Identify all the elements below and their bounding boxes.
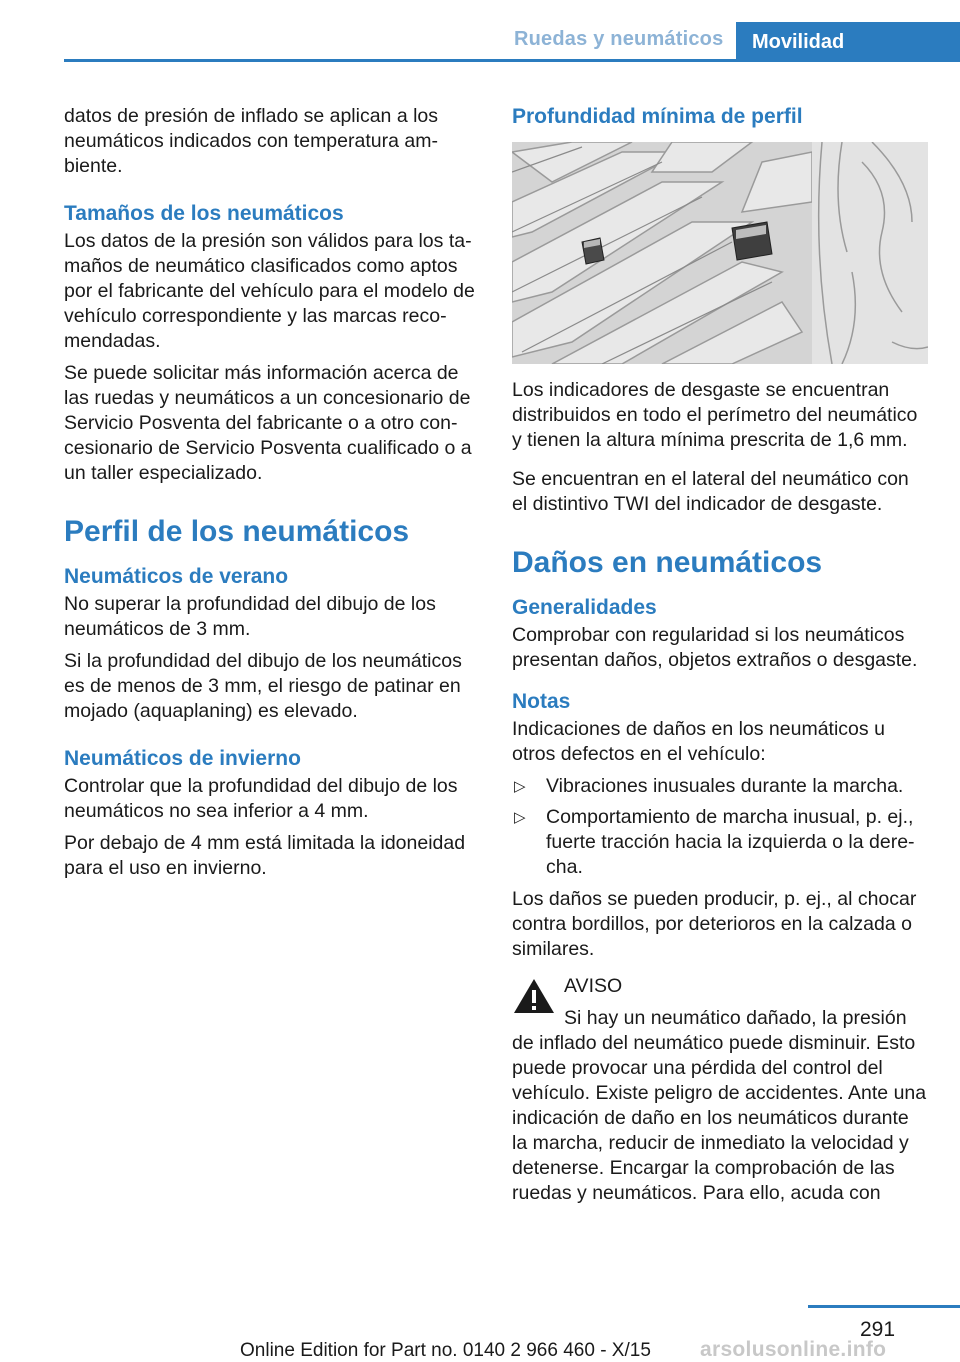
general-paragraph: Comprobar con regularidad si los neumáticos presentan daños, objetos extraños o desgaste. bbox=[512, 624, 918, 671]
bullet-triangle-icon: ▷ bbox=[514, 778, 526, 795]
notes-paragraph-2: Los daños se pueden producir, p. ej., al chocar contra bordillos, por deterioros en la calzada o similares. bbox=[512, 888, 917, 960]
tire-profile-heading: Perfil de los neumáticos bbox=[64, 515, 410, 548]
min-depth-paragraph-1: Los indicadores de desgaste se encuentran distribuidos en todo el perímetro del neumático y tienen la altura mínima prescrita de 1,6 mm. bbox=[512, 379, 918, 451]
winter-tires-paragraph-1: Controlar que la profundidad del dibujo de los neumáticos no sea inferior a 4 mm. bbox=[64, 775, 458, 822]
min-depth-paragraph-2: Se encuentran en el lateral del neumático con el distintivo TWI del indicador de desgaste. bbox=[512, 468, 909, 515]
notes-heading: Notas bbox=[512, 690, 571, 713]
winter-tires-heading: Neumáticos de invierno bbox=[64, 747, 301, 770]
right-column bbox=[512, 104, 928, 1213]
left-column bbox=[64, 104, 480, 888]
watermark: arsolusonline.info bbox=[700, 1338, 887, 1361]
winter-tires-paragraph-2: Por debajo de 4 mm está limitada la idoneidad para el uso en invierno. bbox=[64, 832, 466, 879]
general-heading: Generalidades bbox=[512, 596, 657, 619]
list-item-text: Comportamiento de marcha inusual, p. ej., fuerte tracción hacia la izquierda o la derecha. bbox=[546, 806, 915, 878]
notice-body: Si hay un neumático dañado, la presión de inflado del neumático puede disminuir. Esto puede provocar una pérdida del control del vehículo. Existe peligro de accidentes. Ante una indicación de daño en los neumáticos durante la marcha, reducir de inmediato la velocidad y detenerse. Encargar la comprobación de las ruedas y neumáticos. Para ello, acuda con bbox=[512, 1007, 927, 1204]
header-chapter-tab[interactable]: Movilidad bbox=[736, 22, 960, 62]
page-header bbox=[0, 0, 960, 62]
tire-sizes-paragraph-1: Los datos de la presión son válidos para los tamaños de neumático clasificados como aptos por el fabricante del vehículo para el modelo de vehículo correspondiente y las marcas recomendadas. bbox=[64, 230, 475, 352]
bullet-triangle-icon: ▷ bbox=[514, 809, 526, 826]
notice-title: AVISO bbox=[564, 975, 623, 997]
summer-tires-paragraph-2: Si la profundidad del dibujo de los neumáticos es de menos de 3 mm, el riesgo de patinar en mojado (aquaplaning) es elevado. bbox=[64, 650, 462, 722]
edition-line: Online Edition for Part no. 0140 2 966 460 - X/15 bbox=[240, 1340, 651, 1361]
notes-paragraph-1: Indicaciones de daños en los neumáticos u otros defectos en el vehículo: bbox=[512, 718, 885, 765]
tire-tread-illustration bbox=[512, 142, 928, 364]
damage-indications-list bbox=[512, 774, 928, 880]
warning-notice bbox=[512, 974, 928, 1206]
list-item bbox=[512, 774, 928, 799]
header-rule bbox=[64, 59, 960, 62]
list-item bbox=[512, 805, 928, 880]
list-item-text: Vibraciones inusuales durante la marcha. bbox=[546, 775, 904, 797]
tire-sizes-paragraph-2: Se puede solicitar más información acerca de las ruedas y neumáticos a un concesionario de Servicio Posventa del fabricante o a otro concesionario de Servicio Posventa cualificado o a un taller especializado. bbox=[64, 362, 472, 484]
tire-damage-heading: Daños en neumáticos bbox=[512, 546, 823, 579]
min-depth-heading: Profundidad mínima de perfil bbox=[512, 105, 803, 128]
warning-icon bbox=[512, 976, 556, 1016]
footer-rule bbox=[808, 1305, 960, 1308]
header-section-tab[interactable]: Ruedas y neumáticos bbox=[514, 28, 724, 50]
summer-tires-paragraph-1: No superar la profundidad del dibujo de los neumáticos de 3 mm. bbox=[64, 593, 436, 640]
summer-tires-heading: Neumáticos de verano bbox=[64, 565, 289, 588]
tire-sizes-heading: Tamaños de los neumáticos bbox=[64, 202, 344, 225]
page-number: 291 bbox=[860, 1318, 896, 1341]
intro-paragraph: datos de presión de inflado se aplican a los neumáticos indicados con temperatura ambiente. bbox=[64, 105, 439, 177]
